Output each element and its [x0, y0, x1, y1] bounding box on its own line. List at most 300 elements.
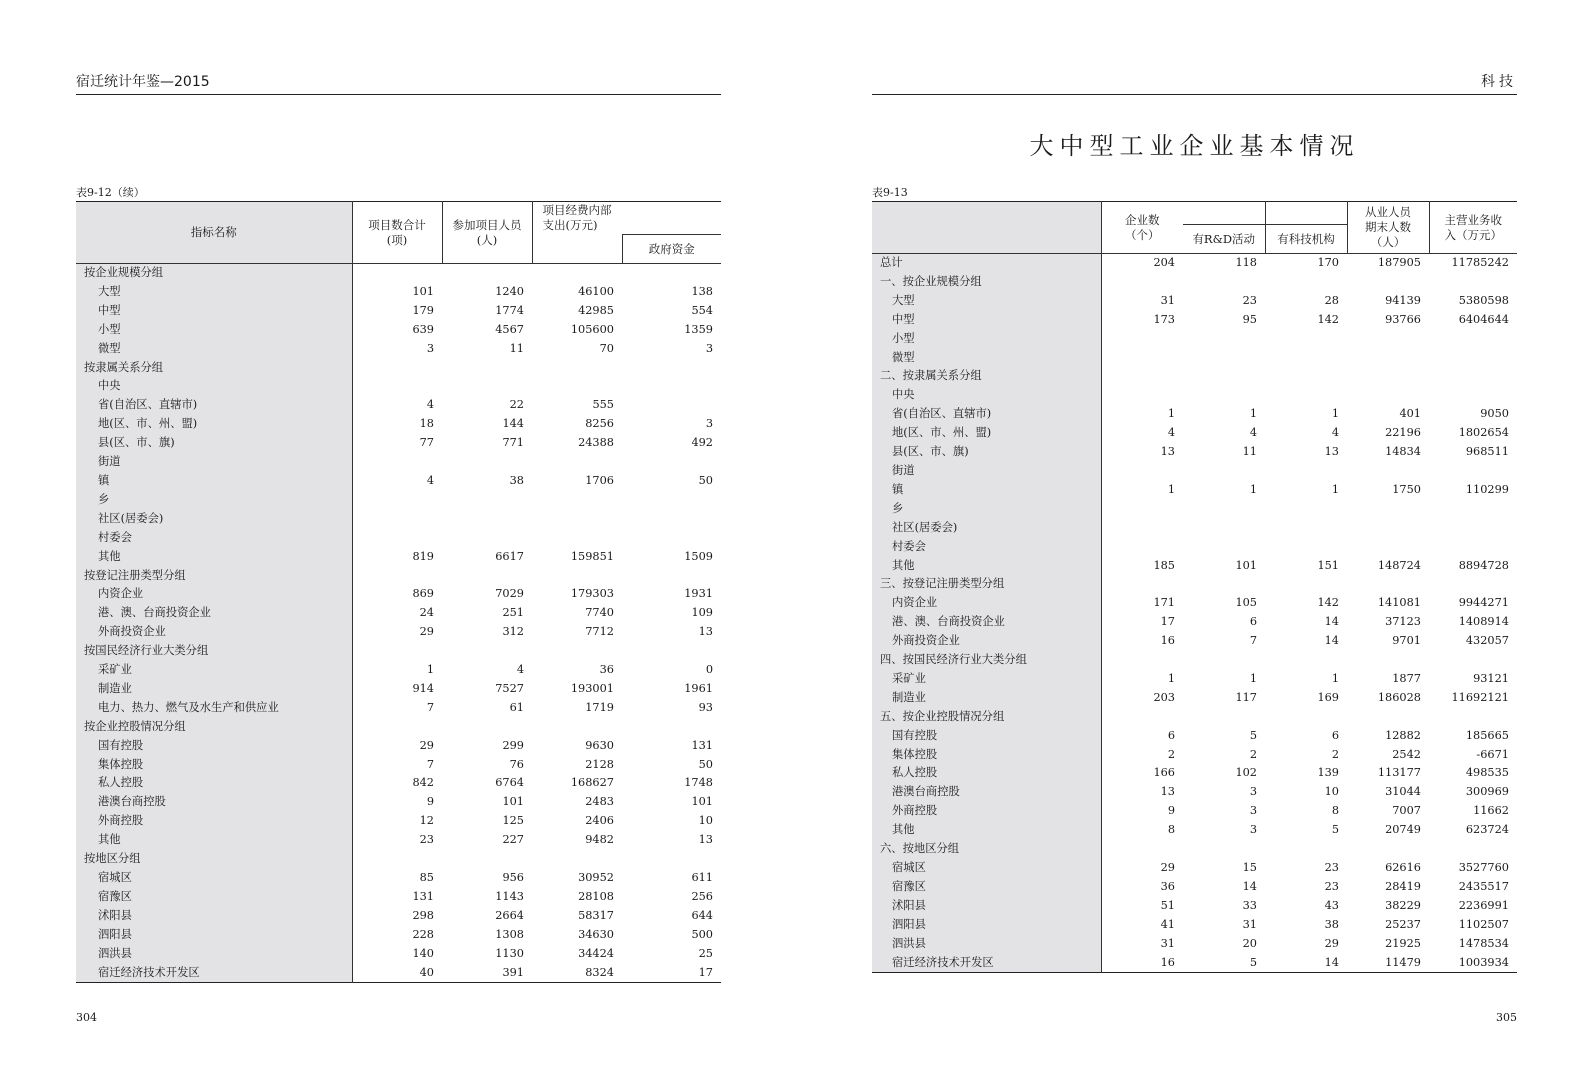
row-label: 地(区、市、州、盟): [872, 424, 1101, 443]
cell-value: [442, 718, 532, 737]
table-row: [76, 377, 721, 396]
cell-value: 555: [592, 398, 614, 412]
table-row: [872, 821, 1517, 840]
table-row: [872, 613, 1517, 632]
cell-value: 9482: [585, 833, 614, 847]
cell-value: 5380598: [1458, 293, 1509, 307]
row-label: 宿城区: [76, 869, 352, 888]
row-label: 泗阳县: [872, 916, 1101, 935]
cell-value: [442, 359, 532, 378]
cell-value: 204: [1153, 256, 1175, 269]
table-row: [872, 764, 1517, 783]
cell-value: 24388: [578, 436, 614, 450]
cell-value: 2483: [585, 795, 614, 809]
cell-value: 101: [412, 284, 434, 298]
cell-value: 7: [1249, 634, 1257, 648]
cell-value: 109: [691, 606, 713, 620]
table-row: [76, 737, 721, 756]
cell-value: 125: [502, 814, 524, 828]
cell-value: 30952: [578, 871, 614, 884]
row-label: 按隶属关系分组: [76, 359, 352, 378]
table-row: [872, 935, 1517, 954]
cell-value: [1101, 367, 1183, 386]
cell-value: 13: [1160, 445, 1175, 459]
cell-value: 21925: [1385, 936, 1421, 950]
cell-value: [1265, 840, 1347, 859]
cell-value: 1003934: [1458, 955, 1509, 969]
cell-value: 171: [1153, 596, 1175, 610]
cell-value: 141081: [1377, 596, 1421, 610]
cell-value: 138: [691, 284, 713, 298]
header-revenue: 主营业务收 入（万元）: [1444, 212, 1502, 242]
cell-value: [1429, 840, 1517, 859]
cell-value: 1: [1167, 482, 1175, 496]
row-label: 宿迁经济技术开发区: [872, 954, 1101, 973]
table-row: [76, 434, 721, 453]
row-label: 中央: [872, 386, 1101, 405]
cell-value: 1: [426, 663, 434, 677]
cell-value: [532, 264, 622, 283]
cell-value: 101: [691, 795, 713, 809]
header-employees: 从业人员 期末人数 （人）: [1347, 202, 1429, 254]
cell-value: [1101, 500, 1183, 519]
cell-value: [622, 567, 721, 586]
cell-value: 1: [1249, 407, 1257, 421]
cell-value: 312: [502, 625, 524, 639]
cell-value: 166: [1153, 766, 1175, 780]
row-label: 县(区、市、旗): [872, 443, 1101, 462]
cell-value: [1429, 519, 1517, 538]
table-row: [76, 548, 721, 567]
cell-value: [1347, 538, 1429, 557]
cell-value: 2: [1249, 747, 1257, 761]
table-row: [872, 254, 1517, 273]
row-label: 外商投资企业: [76, 623, 352, 642]
cell-value: [532, 642, 622, 661]
cell-value: 12: [419, 814, 434, 828]
cell-value: [1265, 330, 1347, 349]
table-row: [76, 964, 721, 983]
cell-value: 29: [1160, 861, 1175, 874]
cell-value: 14834: [1385, 445, 1421, 459]
cell-value: 2: [1331, 747, 1339, 761]
cell-value: 7007: [1392, 804, 1421, 818]
row-label: 采矿业: [76, 661, 352, 680]
cell-value: [622, 642, 721, 661]
cell-value: 3: [1249, 804, 1257, 818]
cell-value: 14: [1242, 879, 1257, 893]
cell-value: [1347, 273, 1429, 292]
cell-value: [442, 642, 532, 661]
cell-value: 3: [705, 417, 713, 431]
table-row: [76, 510, 721, 529]
row-label: 大型: [872, 292, 1101, 311]
cell-value: 9050: [1480, 407, 1509, 421]
cell-value: 42985: [578, 303, 614, 317]
cell-value: [622, 491, 721, 510]
cell-value: 15: [1242, 861, 1257, 874]
cell-value: 623724: [1465, 823, 1509, 837]
cell-value: 187905: [1377, 256, 1421, 269]
cell-value: 956: [502, 871, 524, 884]
table-row: [872, 538, 1517, 557]
table-row: [76, 264, 721, 283]
header-personnel: 参加项目人员 (人): [442, 202, 532, 264]
cell-value: [1265, 273, 1347, 292]
cell-value: [1265, 386, 1347, 405]
table-row: [872, 519, 1517, 538]
cell-value: 1774: [495, 303, 524, 317]
row-label: 微型: [872, 349, 1101, 368]
table-row: [76, 585, 721, 604]
cell-value: 185: [1153, 558, 1175, 572]
cell-value: [532, 567, 622, 586]
cell-value: 2435517: [1458, 879, 1509, 893]
cell-value: [1265, 462, 1347, 481]
cell-value: [532, 453, 622, 472]
table-row: [872, 292, 1517, 311]
cell-value: 1: [1331, 482, 1339, 496]
cell-value: 23: [1242, 293, 1257, 307]
table-9-13: [872, 201, 1517, 973]
table-row: [76, 491, 721, 510]
cell-value: 22196: [1385, 426, 1421, 440]
cell-value: 1143: [495, 889, 524, 903]
cell-value: [1101, 386, 1183, 405]
cell-value: 7740: [585, 606, 614, 620]
cell-value: 17: [1160, 615, 1175, 629]
cell-value: 5: [1331, 823, 1339, 837]
table-row: [872, 330, 1517, 349]
row-label: 小型: [76, 321, 352, 340]
cell-value: 11692121: [1451, 690, 1509, 704]
row-label: 制造业: [872, 689, 1101, 708]
table-row: [872, 462, 1517, 481]
row-label: 按地区分组: [76, 850, 352, 869]
cell-value: 25237: [1385, 917, 1421, 931]
cell-value: 102: [1235, 766, 1257, 780]
row-label: 其他: [872, 557, 1101, 576]
cell-value: 1748: [684, 776, 713, 790]
cell-value: [1101, 538, 1183, 557]
cell-value: 36: [1160, 879, 1175, 893]
cell-value: 8: [1167, 823, 1175, 837]
cell-value: 28108: [578, 889, 614, 903]
cell-value: [1265, 538, 1347, 557]
table-row: [872, 632, 1517, 651]
table-row: [872, 727, 1517, 746]
page-number: 305: [1496, 1011, 1517, 1024]
cell-value: 11662: [1473, 804, 1509, 818]
cell-value: [1347, 500, 1429, 519]
cell-value: [1101, 330, 1183, 349]
row-label: 宿豫区: [76, 888, 352, 907]
table-row: [872, 878, 1517, 897]
cell-value: 1961: [684, 681, 713, 695]
cell-value: 12882: [1385, 728, 1421, 742]
header-sci-institution: 有科技机构: [1265, 225, 1347, 254]
row-label: 内资企业: [76, 585, 352, 604]
cell-value: 2664: [495, 908, 524, 922]
row-label: 地(区、市、州、盟): [76, 415, 352, 434]
cell-value: 25: [698, 946, 713, 960]
row-label: 三、按登记注册类型分组: [872, 575, 1101, 594]
cell-value: 28419: [1385, 879, 1421, 893]
cell-value: 1509: [684, 549, 713, 563]
cell-value: 1: [1167, 671, 1175, 685]
cell-value: [1429, 575, 1517, 594]
cell-value: 203: [1153, 690, 1175, 704]
cell-value: [1265, 651, 1347, 670]
cell-value: 1: [1167, 407, 1175, 421]
cell-value: 0: [705, 663, 713, 677]
cell-value: 819: [412, 549, 434, 563]
cell-value: [1183, 330, 1265, 349]
table-row: [872, 783, 1517, 802]
cell-value: 869: [412, 587, 434, 601]
table-row: [872, 424, 1517, 443]
row-label: 外商控股: [872, 802, 1101, 821]
cell-value: 251: [502, 606, 524, 620]
cell-value: 1706: [585, 473, 614, 487]
cell-value: 1102507: [1458, 917, 1509, 931]
table-row: [76, 945, 721, 964]
cell-value: 2406: [585, 814, 614, 828]
header-expenditure: 项目经费内部 支出(万元): [542, 203, 612, 232]
cell-value: 4: [516, 663, 524, 677]
cell-value: [1183, 538, 1265, 557]
cell-value: [1429, 500, 1517, 519]
cell-value: 968511: [1465, 445, 1509, 459]
cell-value: 173: [1153, 312, 1175, 326]
row-label: 集体控股: [872, 746, 1101, 765]
cell-value: 23: [1324, 879, 1339, 893]
table-row: [76, 831, 721, 850]
cell-value: 34424: [578, 946, 614, 960]
table-row: [872, 670, 1517, 689]
cell-value: 256: [691, 889, 713, 903]
cell-value: 4567: [495, 322, 524, 336]
cell-value: 8324: [585, 965, 614, 979]
row-label: 宿豫区: [872, 878, 1101, 897]
cell-value: 179303: [570, 587, 614, 601]
cell-value: 3: [426, 341, 434, 355]
cell-value: 4: [1249, 426, 1257, 440]
row-label: 镇: [76, 472, 352, 491]
cell-value: [1265, 367, 1347, 386]
cell-value: [1101, 575, 1183, 594]
cell-value: 6404644: [1458, 312, 1509, 326]
row-label: 私人控股: [872, 764, 1101, 783]
cell-value: 31: [1160, 293, 1175, 307]
table-row: [76, 812, 721, 831]
row-label: 街道: [76, 453, 352, 472]
cell-value: 391: [502, 965, 524, 979]
table-row: [76, 661, 721, 680]
row-label: 宿迁经济技术开发区: [76, 964, 352, 983]
cell-value: 58317: [578, 908, 614, 922]
cell-value: 95: [1242, 312, 1257, 326]
cell-value: [1183, 273, 1265, 292]
row-label: 港澳台商控股: [872, 783, 1101, 802]
cell-value: 76: [509, 757, 524, 771]
cell-value: [532, 491, 622, 510]
cell-value: 2542: [1392, 747, 1421, 761]
row-label: 街道: [872, 462, 1101, 481]
cell-value: 11785242: [1451, 256, 1509, 269]
row-label: 微型: [76, 340, 352, 359]
cell-value: 46100: [578, 284, 614, 298]
cell-value: [1347, 651, 1429, 670]
cell-value: 101: [1235, 558, 1257, 572]
cell-value: 140: [412, 946, 434, 960]
running-head-text: 宿迁统计年鉴—2015: [76, 74, 210, 90]
cell-value: [1429, 462, 1517, 481]
cell-value: 40: [419, 965, 434, 979]
cell-value: [1183, 708, 1265, 727]
cell-value: [1101, 708, 1183, 727]
cell-value: 401: [1399, 407, 1421, 421]
cell-value: 914: [412, 681, 434, 695]
cell-value: [442, 377, 532, 396]
cell-value: [1347, 330, 1429, 349]
cell-value: [1429, 708, 1517, 727]
cell-value: 498535: [1465, 766, 1509, 780]
cell-value: [1347, 840, 1429, 859]
cell-value: 5: [1249, 728, 1257, 742]
cell-value: [1429, 330, 1517, 349]
table-row: [76, 850, 721, 869]
cell-value: 644: [691, 908, 713, 922]
cell-value: 639: [412, 322, 434, 336]
cell-value: 1478534: [1458, 936, 1509, 950]
cell-value: [352, 567, 442, 586]
cell-value: [442, 529, 532, 548]
cell-value: 51: [1160, 898, 1175, 912]
row-label: 集体控股: [76, 756, 352, 775]
cell-value: 101: [502, 795, 524, 809]
cell-value: 842: [412, 776, 434, 790]
table-row: [76, 642, 721, 661]
table-row: [76, 718, 721, 737]
cell-value: 3527760: [1458, 861, 1509, 874]
cell-value: [622, 396, 721, 415]
table-row: [76, 529, 721, 548]
table-row: [872, 746, 1517, 765]
cell-value: [1429, 273, 1517, 292]
table-row: [76, 907, 721, 926]
cell-value: [352, 453, 442, 472]
cell-value: 144: [502, 417, 524, 431]
cell-value: 13: [698, 625, 713, 639]
cell-value: 168627: [570, 776, 614, 790]
cell-value: [1429, 651, 1517, 670]
cell-value: [1347, 519, 1429, 538]
cell-value: 41: [1160, 917, 1175, 931]
cell-value: 2: [1167, 747, 1175, 761]
table-row: [76, 321, 721, 340]
cell-value: 299: [502, 738, 524, 752]
cell-value: [352, 718, 442, 737]
row-label: 泗洪县: [76, 945, 352, 964]
cell-value: 8894728: [1458, 558, 1509, 572]
cell-value: 7: [426, 700, 434, 714]
cell-value: [1183, 651, 1265, 670]
cell-value: 1: [1249, 671, 1257, 685]
row-label: 港澳台商控股: [76, 793, 352, 812]
row-label: 内资企业: [872, 594, 1101, 613]
cell-value: 13: [698, 833, 713, 847]
table-row: [872, 708, 1517, 727]
cell-value: 31: [1242, 917, 1257, 931]
cell-value: 500: [691, 927, 713, 941]
cell-value: 11479: [1385, 955, 1421, 969]
cell-value: [1265, 519, 1347, 538]
cell-value: [1429, 386, 1517, 405]
cell-value: [1183, 367, 1265, 386]
cell-value: 3: [1249, 785, 1257, 799]
cell-value: 20: [1242, 936, 1257, 950]
cell-value: 7: [426, 757, 434, 771]
cell-value: 10: [1324, 785, 1339, 799]
cell-value: 2128: [585, 757, 614, 771]
cell-value: [352, 850, 442, 869]
row-label: 省(自治区、直辖市): [872, 405, 1101, 424]
cell-value: [532, 718, 622, 737]
cell-value: 11: [509, 341, 524, 355]
row-label: 一、按企业规模分组: [872, 273, 1101, 292]
cell-value: 159851: [570, 549, 614, 563]
cell-value: 20749: [1385, 823, 1421, 837]
cell-value: 131: [412, 889, 434, 903]
cell-value: 169: [1317, 690, 1339, 704]
cell-value: [442, 453, 532, 472]
row-label: 外商投资企业: [872, 632, 1101, 651]
cell-value: [442, 264, 532, 283]
cell-value: 24: [419, 606, 434, 620]
header-name: [872, 202, 1101, 254]
table-row: [76, 340, 721, 359]
cell-value: 8: [1331, 804, 1339, 818]
row-label: 国有控股: [76, 737, 352, 756]
cell-value: [622, 529, 721, 548]
cell-value: 9: [1167, 804, 1175, 818]
table-row: [872, 557, 1517, 576]
table-row: [872, 840, 1517, 859]
table-row: [76, 926, 721, 945]
cell-value: 23: [1324, 861, 1339, 874]
row-label: 省(自治区、直辖市): [76, 396, 352, 415]
cell-value: 93: [698, 700, 713, 714]
cell-value: 38: [509, 473, 524, 487]
cell-value: [1101, 840, 1183, 859]
cell-value: 4: [426, 473, 434, 487]
cell-value: [532, 850, 622, 869]
table-row: [872, 273, 1517, 292]
cell-value: 4: [1167, 426, 1175, 440]
row-label: 社区(居委会): [76, 510, 352, 529]
cell-value: 13: [1324, 445, 1339, 459]
cell-value: [1429, 538, 1517, 557]
row-label: 五、按企业控股情况分组: [872, 708, 1101, 727]
row-label: 乡: [872, 500, 1101, 519]
cell-value: 1130: [495, 946, 524, 960]
row-label: 村委会: [872, 538, 1101, 557]
row-label: 其他: [76, 831, 352, 850]
cell-value: 1: [1331, 407, 1339, 421]
cell-value: 228: [412, 927, 434, 941]
row-label: 国有控股: [872, 727, 1101, 746]
